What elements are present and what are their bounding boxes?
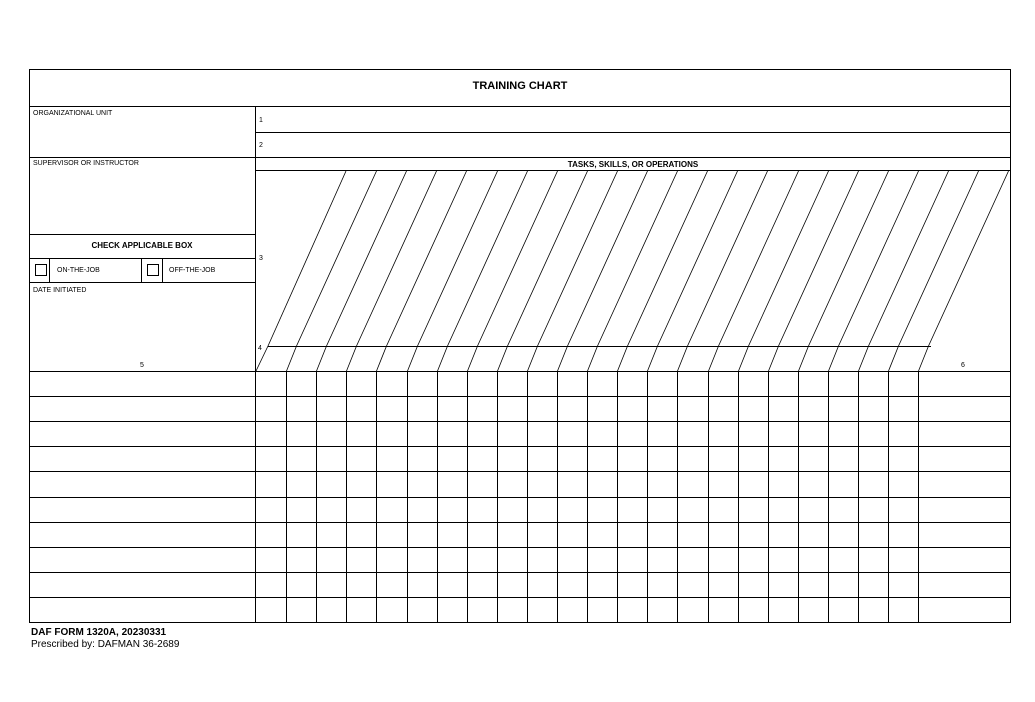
task-header-diagonal — [658, 171, 738, 346]
check-box-header: CHECK APPLICABLE BOX — [91, 241, 193, 250]
task-header-diagonal — [839, 171, 919, 346]
task-header-diagonal — [327, 171, 407, 346]
column-stub-line — [468, 346, 478, 371]
form-title: TRAINING CHART — [472, 80, 568, 92]
column-stub-line — [829, 346, 839, 371]
marker-3: 3 — [259, 255, 263, 262]
task-header-diagonal — [929, 171, 1009, 346]
on-the-job-checkbox[interactable] — [35, 264, 47, 276]
line-number-1: 1 — [259, 117, 263, 124]
column-stub-line — [377, 346, 387, 371]
task-header-diagonal — [538, 171, 618, 346]
column-stub-line — [618, 346, 628, 371]
off-the-job-label: OFF-THE-JOB — [169, 267, 216, 274]
column-stub-line — [709, 346, 719, 371]
column-stub-line — [558, 346, 568, 371]
task-header-diagonal — [568, 171, 648, 346]
org-unit-label: ORGANIZATIONAL UNIT — [33, 110, 113, 117]
column-stub-line — [919, 346, 929, 371]
prescribed-by: Prescribed by: DAFMAN 36-2689 — [31, 639, 180, 650]
task-header-diagonal — [508, 171, 588, 346]
task-header-diagonal — [719, 171, 799, 346]
task-header-diagonal — [688, 171, 768, 346]
supervisor-label: SUPERVISOR OR INSTRUCTOR — [33, 160, 139, 167]
task-header-diagonal — [418, 171, 498, 346]
form-number: DAF FORM 1320A, 20230331 — [31, 627, 167, 638]
tasks-header: TASKS, SKILLS, OR OPERATIONS — [567, 160, 699, 169]
task-header-diagonal — [598, 171, 678, 346]
task-header-diagonal — [779, 171, 859, 346]
date-initiated-label: DATE INITIATED — [33, 287, 87, 294]
task-header-diagonal — [749, 171, 829, 346]
column-stub-line — [317, 346, 327, 371]
marker-6: 6 — [961, 362, 965, 369]
task-header-diagonal — [268, 171, 346, 346]
marker-4: 4 — [258, 345, 262, 352]
column-stub-line — [859, 346, 869, 371]
column-stub-line — [287, 346, 297, 371]
task-header-diagonal — [899, 171, 979, 346]
task-header-diagonal — [478, 171, 558, 346]
column-stub-line — [347, 346, 357, 371]
on-the-job-label: ON-THE-JOB — [57, 267, 100, 274]
column-stub-line — [648, 346, 658, 371]
column-stub-line — [408, 346, 418, 371]
task-header-diagonal — [628, 171, 708, 346]
column-stub-line — [588, 346, 598, 371]
column-stub-line — [739, 346, 749, 371]
column-stub-line — [889, 346, 899, 371]
task-header-diagonal — [809, 171, 889, 346]
task-header-diagonal — [297, 171, 377, 346]
marker-5: 5 — [140, 362, 144, 369]
column-stub-line — [438, 346, 448, 371]
column-stub-line — [799, 346, 809, 371]
line-number-2: 2 — [259, 142, 263, 149]
task-header-diagonal — [869, 171, 949, 346]
task-header-diagonal — [387, 171, 467, 346]
task-header-diagonal — [448, 171, 528, 346]
column-stub-line — [528, 346, 538, 371]
column-stub-line — [498, 346, 508, 371]
column-stub-line — [678, 346, 688, 371]
off-the-job-checkbox[interactable] — [147, 264, 159, 276]
column-stub-line — [769, 346, 779, 371]
task-header-diagonal — [357, 171, 437, 346]
